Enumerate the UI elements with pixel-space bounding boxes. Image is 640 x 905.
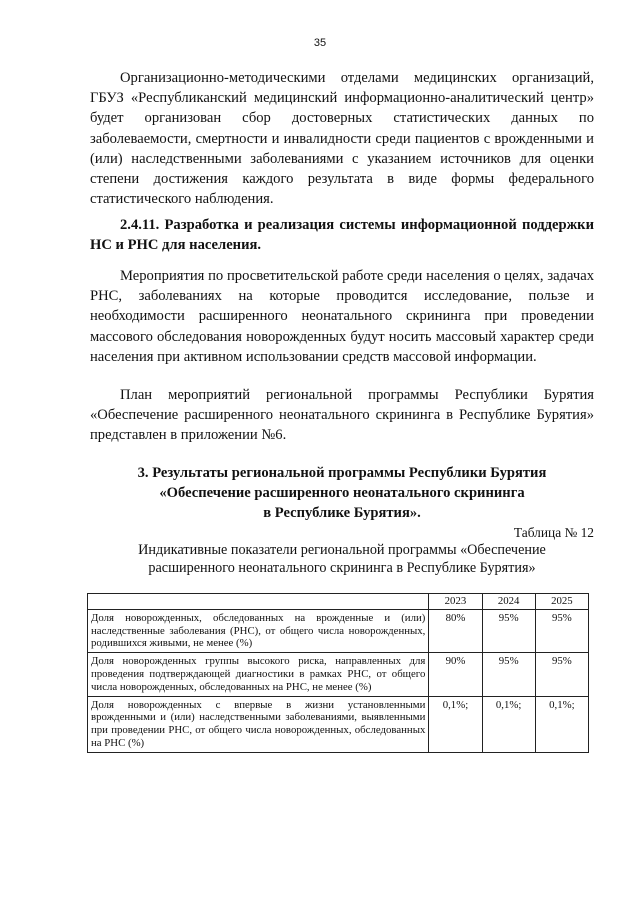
- page-number: 35: [313, 37, 327, 49]
- table-label: Таблица № 12: [513, 525, 594, 540]
- row-value-2023: 0,1%;: [429, 696, 482, 752]
- paragraph-plan: План мероприятий региональной программы Республики Бурятия «Обеспечение расширенного неонатального скрининга в Республике Бурятия» представлен в приложении №6.: [90, 387, 594, 444]
- table-caption-line-1: Индикативные показатели региональной программы «Обеспечение: [138, 542, 546, 558]
- row-value-2024: 95%: [482, 653, 535, 696]
- header-cell-2024: 2024: [482, 594, 535, 610]
- table-header-row: [88, 594, 589, 610]
- table-row: [88, 609, 589, 652]
- table-caption: [90, 541, 594, 578]
- header-cell-2023: 2023: [429, 594, 482, 610]
- section-title-line-3: в Республике Бурятия».: [263, 505, 421, 521]
- row-value-2025: 95%: [535, 653, 588, 696]
- row-label: Доля новорожденных с впервые в жизни установленными врожденными и (или) наследственными заболеваниями, выявленными при проведении РНС, от общего числа новорожденных, обследованных на РНС (%): [88, 696, 429, 752]
- row-value-2023: 90%: [429, 653, 482, 696]
- row-value-2025: 95%: [535, 609, 588, 652]
- row-label: Доля новорожденных группы высокого риска, направленных для проведения подтверждающей диагностики в рамках РНС, от общего числа новорожденных, обследованных на РНС, не менее (%): [88, 653, 429, 696]
- row-value-2024: 95%: [482, 609, 535, 652]
- subheading-2-4-11: 2.4.11. Разработка и реализация системы информационной поддержки НС и РНС для населения.: [90, 217, 594, 254]
- section-title: [90, 463, 594, 523]
- row-value-2023: 80%: [429, 609, 482, 652]
- table-caption-line-2: расширенного неонатального скрининга в Республике Бурятия»: [148, 560, 536, 577]
- row-label: Доля новорожденных, обследованных на врожденные и (или) наследственные заболевания (РНС), от общего числа новорожденных, родившихся живыми, не менее (%): [88, 609, 429, 652]
- row-value-2024: 0,1%;: [482, 696, 535, 752]
- table-row: [88, 653, 589, 696]
- section-title-line-2: «Обеспечение расширенного неонатального скрининга: [159, 485, 525, 501]
- header-cell-2025: 2025: [535, 594, 588, 610]
- header-cell-empty: [88, 594, 429, 610]
- table-row: [88, 696, 589, 752]
- row-value-2025: 0,1%;: [535, 696, 588, 752]
- section-title-line-1: 3. Результаты региональной программы Республики Бурятия: [137, 465, 547, 481]
- paragraph-outreach: Мероприятия по просветительской работе среди населения о целях, задачах РНС, заболеваниях на которые проводится исследование, пользе и необходимости расширенного неонатального скрининга при проведении массового обследования новорожденных будут носить массовый характер среди населения при активном использовании средств массовой информации.: [90, 268, 594, 365]
- paragraph-data-collection: Организационно-методическими отделами медицинских организаций, ГБУЗ «Республиканский медицинский информационно-аналитический центр» будет организован сбор достоверных статистических данных по заболеваемости, смертности и инвалидности среди пациентов с врожденными и (или) наследственными заболеваниями с указанием источников для оценки степени достижения каждого результата в виде формы федерального статистического наблюдения.: [90, 70, 594, 208]
- indicators-table: [87, 593, 589, 753]
